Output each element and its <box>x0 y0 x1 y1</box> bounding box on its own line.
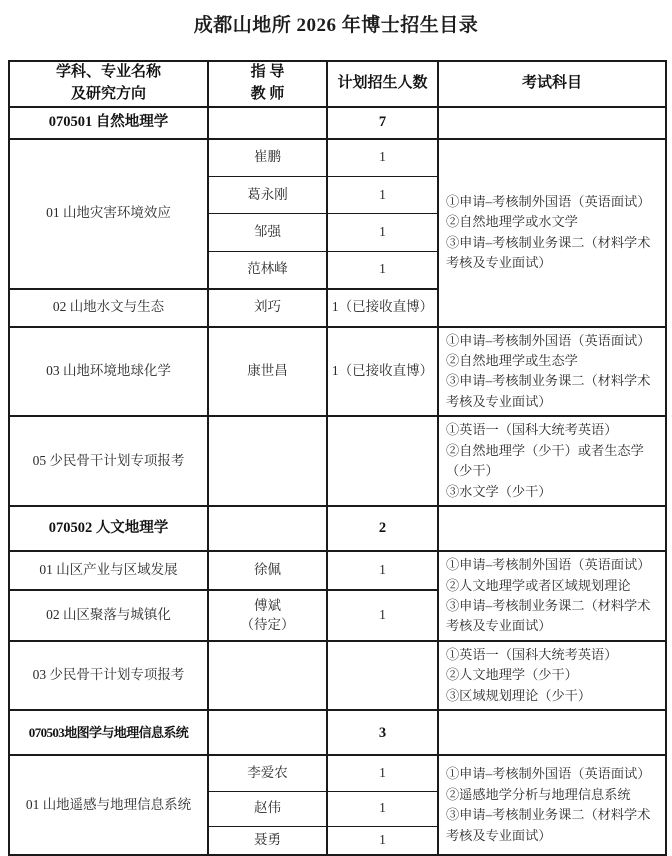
empty-exam-cell <box>438 506 666 551</box>
row-070502-summary <box>9 506 666 551</box>
exam-cell <box>438 755 666 855</box>
exam-item: ②自然地理学（少干）或者生态学（少干） <box>446 442 644 479</box>
exam-item: ③水文学（少干） <box>446 483 552 499</box>
header-advisor-line2: 教 师 <box>250 85 285 102</box>
advisor-cell: 赵伟 <box>208 791 327 826</box>
quota-cell: 1 <box>327 755 438 791</box>
header-subject-cell <box>9 61 208 107</box>
direction-cell: 03 少民骨干计划专项报考 <box>9 641 208 710</box>
exam-cell <box>438 327 666 417</box>
exam-item: ③申请–考核制业务课二（材料学术考核及专业面试） <box>446 234 651 270</box>
empty-advisor-cell <box>208 416 327 506</box>
total-quota-cell: 7 <box>327 107 438 139</box>
advisor-cell: 聂勇 <box>208 826 327 855</box>
empty-advisor-cell <box>208 506 327 551</box>
row-070501-summary <box>9 107 666 139</box>
direction-cell: 02 山地水文与生态 <box>9 289 208 327</box>
quota-cell: 1 <box>327 252 438 289</box>
exam-item: ①申请–考核制外国语（英语面试） <box>446 332 651 348</box>
discipline-code-cell: 070501 自然地理学 <box>9 107 208 139</box>
empty-exam-cell <box>438 107 666 139</box>
row-070503-summary <box>9 710 666 755</box>
exam-cell <box>438 139 666 327</box>
quota-cell: 1 <box>327 791 438 826</box>
row-s2-d03 <box>9 641 666 710</box>
advisor-cell <box>208 590 327 641</box>
page-title: 成都山地所 2026 年博士招生目录 <box>193 15 479 36</box>
exam-item: ①申请–考核制外国语（英语面试） <box>446 557 651 573</box>
exam-cell <box>438 416 666 506</box>
total-quota-cell: 2 <box>327 506 438 551</box>
advisor-name: 傅斌 <box>254 597 281 613</box>
empty-advisor-cell <box>208 641 327 710</box>
empty-advisor-cell <box>208 107 327 139</box>
header-advisor-line1: 指 导 <box>250 64 285 80</box>
admissions-table <box>8 60 667 856</box>
header-subject-line1: 学科、专业名称 <box>55 64 161 80</box>
advisor-cell: 葛永刚 <box>208 177 327 214</box>
header-advisor-cell <box>208 61 327 107</box>
quota-cell: 1 <box>327 139 438 177</box>
advisor-cell: 徐佩 <box>208 551 327 590</box>
empty-exam-cell <box>438 710 666 755</box>
advisor-cell: 康世昌 <box>208 327 327 417</box>
exam-item: ②遥感地学分析与地理信息系统 <box>446 786 631 802</box>
exam-item: ②自然地理学或水文学 <box>446 214 578 230</box>
row-s1-d05 <box>9 416 666 506</box>
header-exam-cell: 考试科目 <box>438 61 666 107</box>
exam-item: ②人文地理学（少干） <box>446 667 578 683</box>
exam-item: ③申请–考核制业务课二（材料学术考核及专业面试） <box>446 807 651 843</box>
discipline-code-cell: 070502 人文地理学 <box>9 506 208 551</box>
quota-cell: 1 <box>327 826 438 855</box>
exam-item: ①英语一（国科大统考英语） <box>446 646 618 662</box>
quota-cell: 1 <box>327 551 438 590</box>
exam-item: ①英语一（国科大统考英语） <box>446 422 618 438</box>
discipline-code-cell: 070503地图学与地理信息系统 <box>9 710 208 755</box>
direction-cell: 03 山地环境地球化学 <box>9 327 208 417</box>
total-quota-cell: 3 <box>327 710 438 755</box>
quota-cell: 1 <box>327 214 438 252</box>
empty-advisor-cell <box>208 710 327 755</box>
exam-item: ②自然地理学或生态学 <box>446 352 578 368</box>
advisor-cell: 邹强 <box>208 214 327 252</box>
exam-cell <box>438 641 666 710</box>
empty-quota-cell <box>327 641 438 710</box>
exam-cell <box>438 551 666 641</box>
quota-cell: 1 <box>327 590 438 641</box>
exam-item: ③申请–考核制业务课二（材料学术考核及专业面试） <box>446 598 651 634</box>
exam-item: ③区域规划理论（少干） <box>446 687 592 703</box>
row-s2-d01 <box>9 551 666 590</box>
row-s1-d01-a1 <box>9 139 666 177</box>
direction-cell: 01 山地遥感与地理信息系统 <box>9 755 208 855</box>
exam-item: ②人文地理学或者区域规划理论 <box>446 577 631 593</box>
empty-quota-cell <box>327 416 438 506</box>
exam-item: ①申请–考核制外国语（英语面试） <box>446 193 651 209</box>
quota-cell: 1（已接收直博） <box>327 327 438 417</box>
advisor-note: （待定） <box>240 616 295 632</box>
direction-cell: 02 山区聚落与城镇化 <box>9 590 208 641</box>
direction-cell: 01 山区产业与区域发展 <box>9 551 208 590</box>
advisor-cell: 李爱农 <box>208 755 327 791</box>
exam-item: ③申请–考核制业务课二（材料学术考核及专业面试） <box>446 373 651 409</box>
advisor-cell: 范林峰 <box>208 252 327 289</box>
direction-cell: 05 少民骨干计划专项报考 <box>9 416 208 506</box>
quota-cell: 1 <box>327 177 438 214</box>
header-subject-line2: 及研究方向 <box>70 85 146 102</box>
row-s3-d01-a1 <box>9 755 666 791</box>
advisor-cell: 刘巧 <box>208 289 327 327</box>
advisor-cell: 崔鹏 <box>208 139 327 177</box>
exam-item: ①申请–考核制外国语（英语面试） <box>446 766 651 782</box>
header-quota-cell: 计划招生人数 <box>327 61 438 107</box>
direction-cell: 01 山地灾害环境效应 <box>9 139 208 289</box>
header-row <box>9 61 666 107</box>
quota-cell: 1（已接收直博） <box>327 289 438 327</box>
row-s1-d03 <box>9 327 666 417</box>
